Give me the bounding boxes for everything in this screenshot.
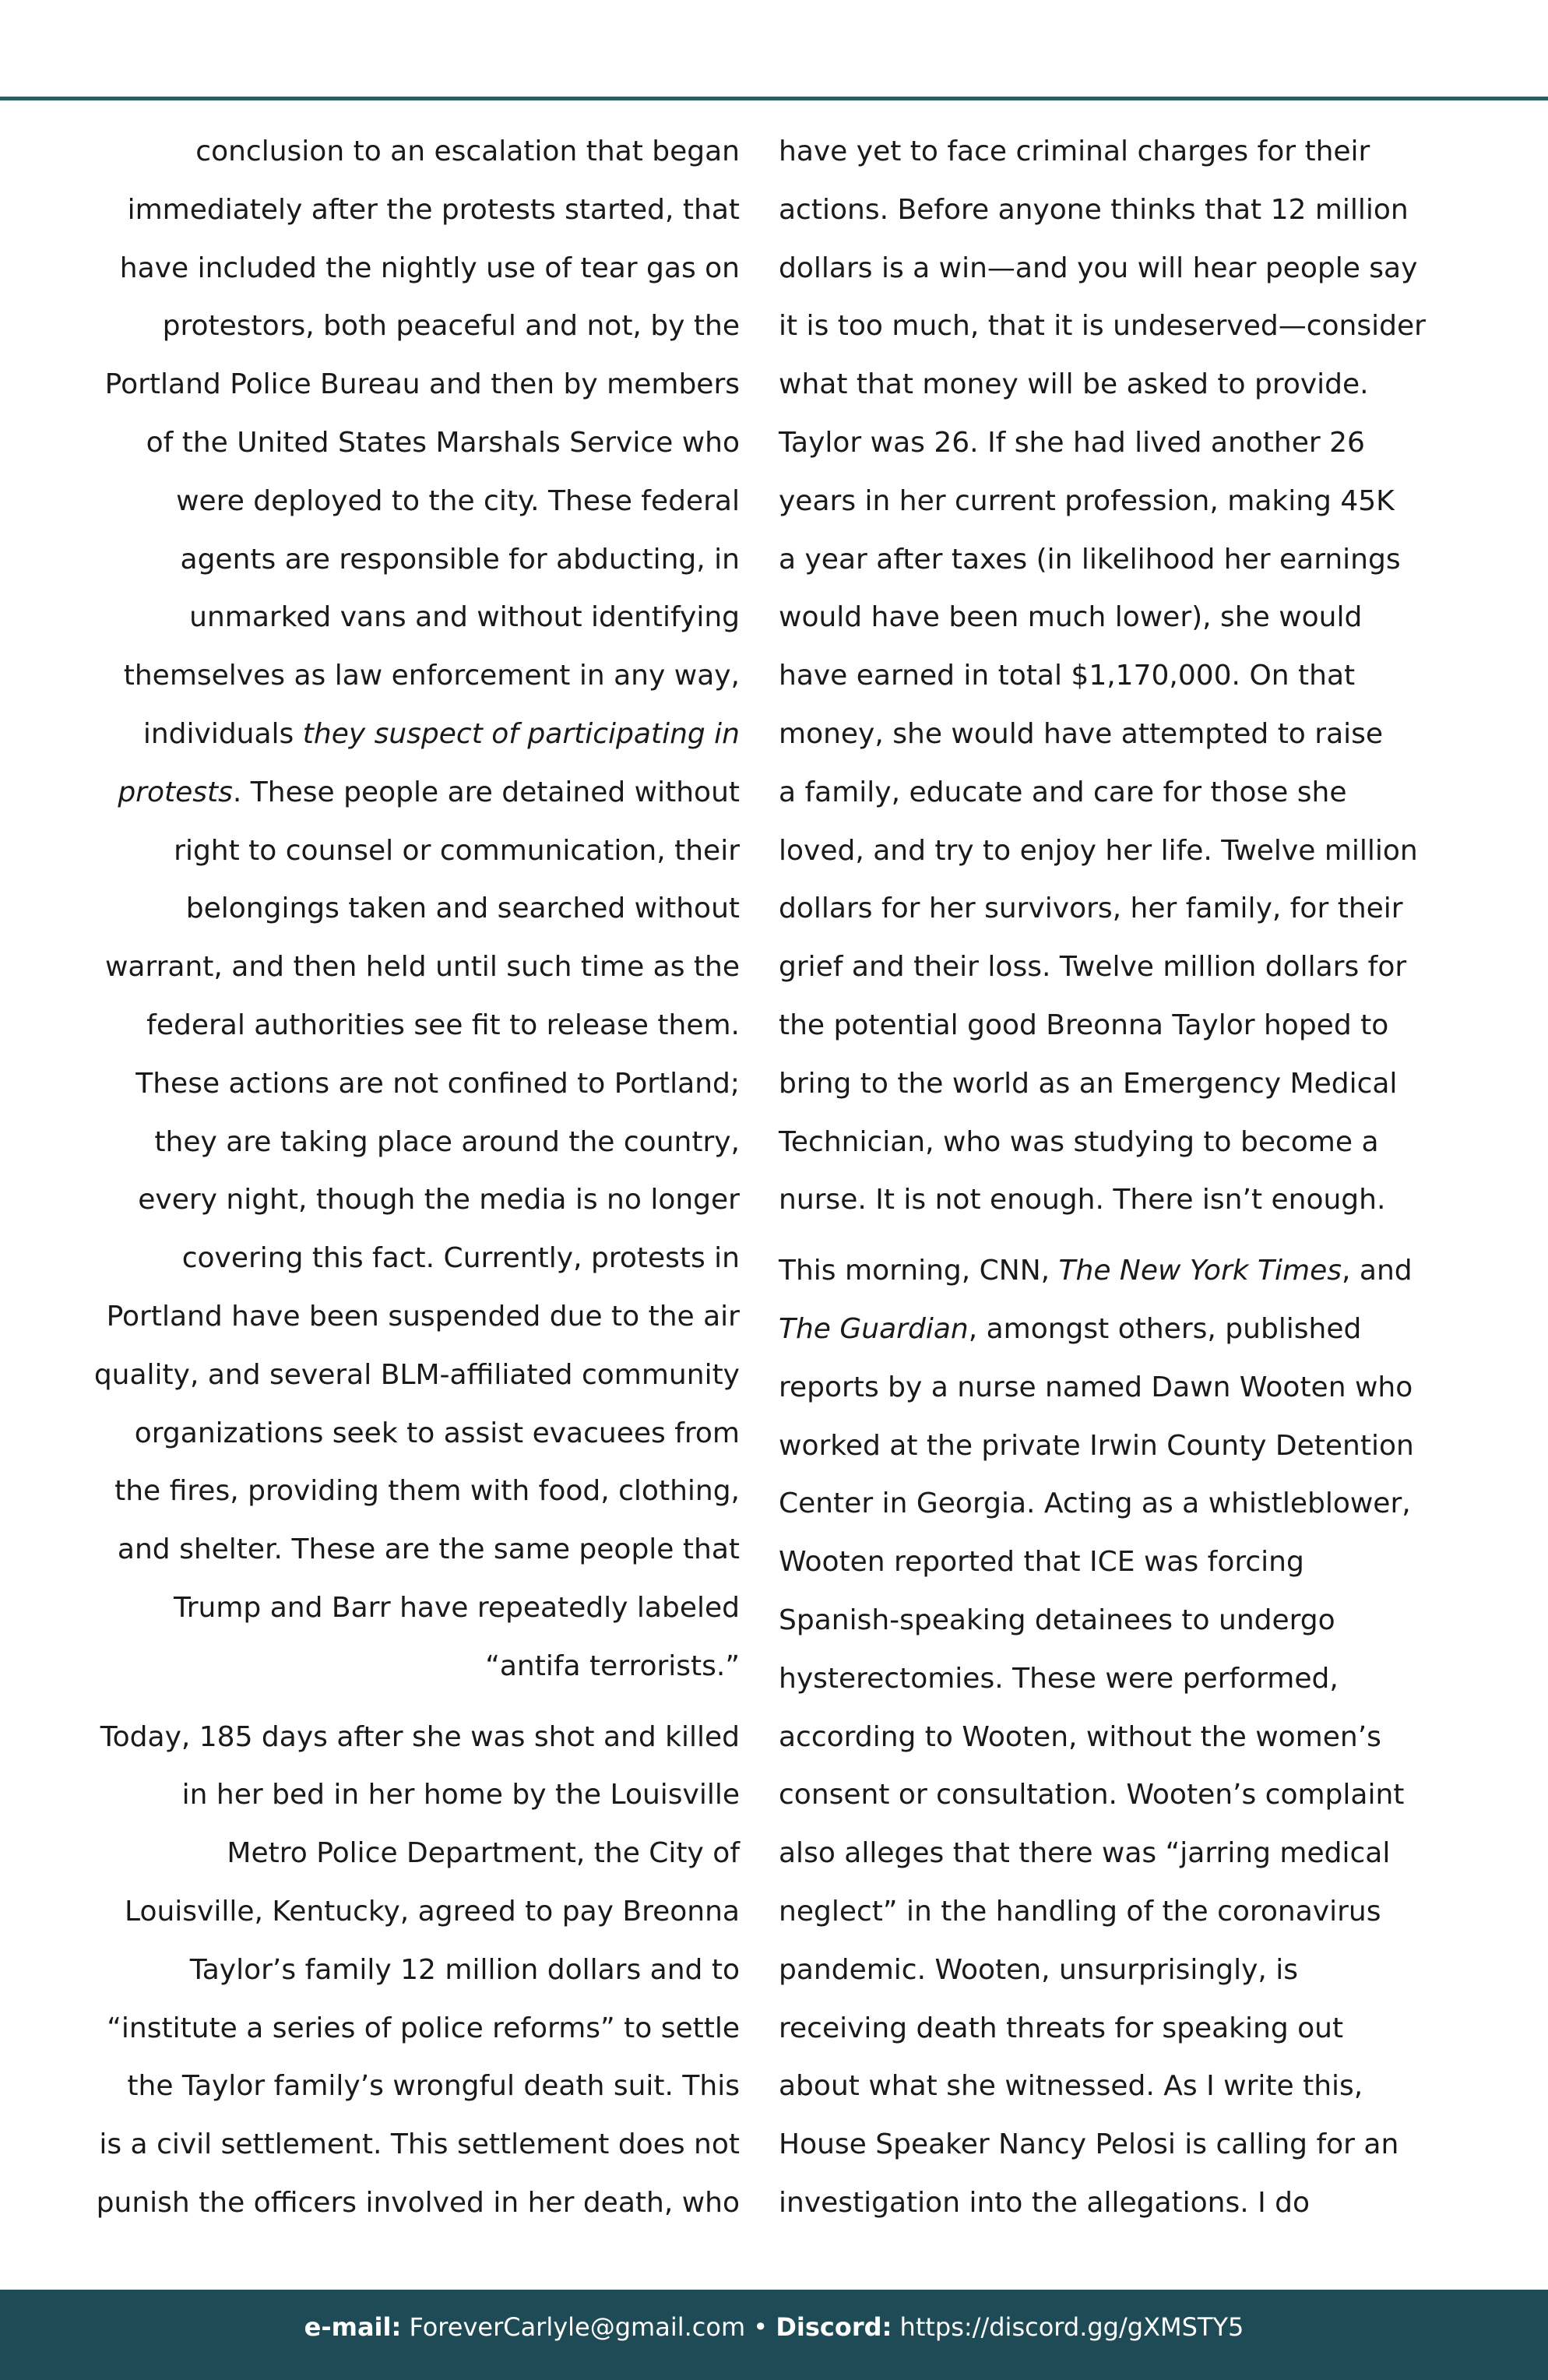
text-line: hysterectomies. These were performed, [779,1662,1339,1695]
left-column [55,123,740,2233]
text-line: House Speaker Nancy Pelosi is calling for an [779,2128,1399,2161]
text-line: Spanish-speaking detainees to undergo [779,1604,1335,1636]
text-line: the fires, providing them with food, clothing, [114,1475,740,1508]
text-line: punish the officers involved in her death, who [96,2186,740,2219]
text-line [779,1242,1479,1301]
text-line: Portland Police Bureau and then by members [104,368,740,401]
discord-link[interactable]: https://discord.gg/gXMSTY5 [899,2312,1244,2342]
text-line: have earned in total $1,170,000. On that [779,660,1356,692]
text-line: Wooten reported that ICE was forcing [779,1546,1304,1579]
discord-label: Discord: [776,2312,892,2342]
text-line [55,764,740,822]
text-line: consent or consultation. Wooten’s complaint [779,1779,1405,1811]
text-run: , and [1342,1255,1413,1287]
text-line: Louisville, Kentucky, agreed to pay Breonna [125,1895,740,1928]
text-line: Today, 185 days after she was shot and killed [100,1720,740,1753]
text-line: dollars for her survivors, her family, for their [779,892,1403,925]
text-line: worked at the private Irwin County Detention [779,1429,1414,1462]
text-line: immediately after the protests started, that [127,193,740,226]
text-line: nurse. It is not enough. There isn’t enough. [779,1184,1386,1216]
text-line: agents are responsible for abducting, in [180,543,740,576]
text-line: neglect” in the handling of the coronavirus [779,1895,1381,1928]
text-line: were deployed to the city. These federal [176,484,740,517]
text-line: Taylor’s family 12 million dollars and to [189,1953,740,1986]
text-line [55,706,740,764]
text-line: protestors, both peaceful and not, by the [162,310,740,343]
text-line: of the United States Marshals Service who [146,426,740,459]
text-line: loved, and try to enjoy her life. Twelve million [779,834,1418,867]
text-line: Taylor was 26. If she had lived another 26 [779,426,1365,459]
text-run: This morning, CNN, [779,1255,1059,1287]
text-line: Portland have been suspended due to the air [106,1300,740,1333]
text-line: grief and their loss. Twelve million dollars for [779,951,1407,984]
email-link[interactable]: ForeverCarlyle@gmail.com [409,2312,746,2342]
text-line: and shelter. These are the same people that [117,1533,740,1566]
right-paragraph-1 [779,123,1479,1230]
text-line: money, she would have attempted to raise [779,717,1384,750]
italic-phrase: The Guardian [779,1312,969,1345]
italic-phrase: The New York Times [1058,1255,1342,1287]
text-line: a year after taxes (in likelihood her earnings [779,543,1401,576]
text-line: dollars is a win—and you will hear people say [779,252,1418,284]
text-run: , amongst others, published [968,1312,1362,1345]
text-line: themselves as law enforcement in any way, [123,660,740,692]
text-line: in her bed in her home by the Louisville [181,1779,740,1811]
footer-bar [0,2290,1548,2380]
text-line: they are taking place around the country, [154,1125,740,1158]
text-line: investigation into the allegations. I do [779,2186,1311,2219]
text-line: have included the nightly use of tear gas on [119,252,740,284]
text-line: These actions are not confined to Portland; [135,1067,740,1100]
text-line: warrant, and then held until such time as the [104,951,740,984]
text-line: federal authorities see fit to release them. [146,1009,740,1041]
text-line: the potential good Breonna Taylor hoped to [779,1009,1389,1041]
text-line: it is too much, that it is undeserved—consider [779,310,1426,343]
text-run: . These people are detained without [232,776,740,808]
text-line: unmarked vans and without identifying [189,601,740,634]
top-rule [0,97,1548,100]
text-line: covering this fact. Currently, protests in [181,1242,740,1275]
text-run: individuals [142,717,303,750]
text-line: Technician, who was studying to become a [779,1125,1379,1158]
italic-phrase: they suspect of participating in [302,717,740,750]
text-line: would have been much lower), she would [779,601,1363,634]
right-paragraph-2 [779,1242,1479,2233]
text-line: every night, though the media is no longer [138,1184,740,1216]
text-line: Center in Georgia. Acting as a whistleblower, [779,1488,1411,1520]
text-line: Trump and Barr have repeatedly labeled [174,1591,740,1624]
text-line: is a civil settlement. This settlement does not [99,2128,740,2161]
text-line: bring to the world as an Emergency Medical [779,1067,1398,1100]
separator-bullet: • [753,2312,769,2342]
text-line: the Taylor family’s wrongful death suit. This [127,2070,740,2103]
text-line: “institute a series of police reforms” to settle [107,2012,740,2044]
text-line: belongings taken and searched without [185,892,740,925]
text-line: conclusion to an escalation that began [195,136,740,167]
left-paragraph-2 [55,1709,740,2233]
text-line: Metro Police Department, the City of [227,1837,740,1870]
text-line: receiving death threats for speaking out [779,2012,1344,2044]
text-line: a family, educate and care for those she [779,776,1347,808]
text-line: about what she witnessed. As I write this, [779,2070,1363,2103]
text-line: actions. Before anyone thinks that 12 million [779,193,1409,226]
text-line: what that money will be asked to provide. [779,368,1369,401]
text-line: “antifa terrorists.” [485,1649,740,1682]
italic-phrase: protests [118,776,233,808]
text-line: also alleges that there was “jarring medical [779,1837,1391,1870]
footer-contact [0,2311,1548,2343]
text-line: years in her current profession, making 45K [779,484,1395,517]
text-line [779,1301,1479,1359]
email-label: e-mail: [304,2312,402,2342]
text-line: reports by a nurse named Dawn Wooten who [779,1371,1413,1403]
text-line: quality, and several BLM-affiliated community [93,1358,740,1391]
text-line: have yet to face criminal charges for their [779,136,1370,167]
text-line: according to Wooten, without the women’s [779,1720,1381,1753]
text-line: pandemic. Wooten, unsurprisingly, is [779,1953,1299,1986]
right-column [779,123,1479,2233]
text-line: organizations seek to assist evacuees from [134,1417,740,1449]
text-line: right to counsel or communication, their [174,834,740,867]
left-paragraph-1 [55,123,740,1696]
